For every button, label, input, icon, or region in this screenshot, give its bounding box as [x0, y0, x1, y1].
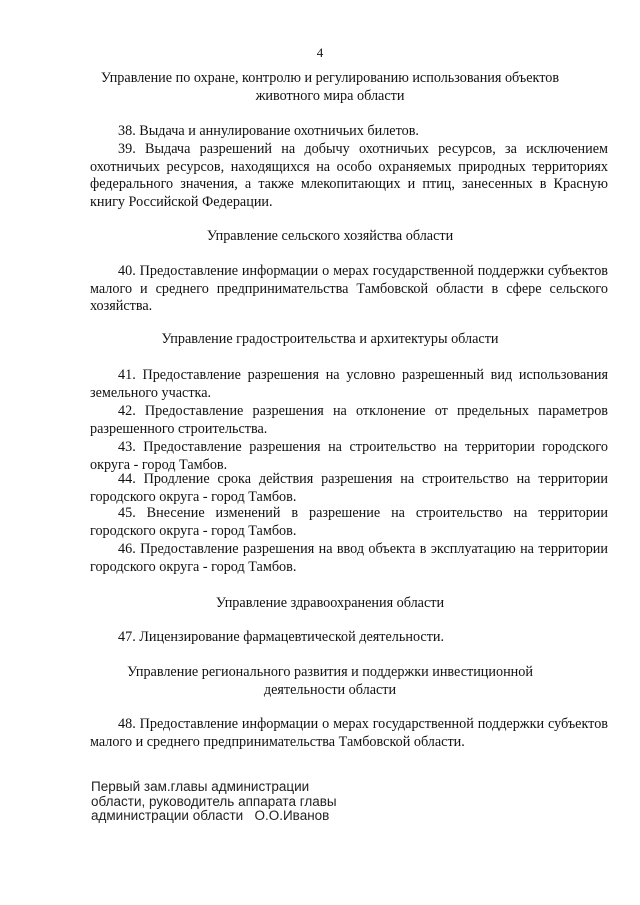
signature-line: администрации области О.О.Иванов	[91, 808, 330, 823]
section-heading-healthcare	[80, 595, 580, 613]
section-heading-regional-development	[80, 664, 580, 699]
list-item-47: 47. Лицензирование фармацевтической деятельности.	[118, 629, 445, 645]
list-item-41: 41. Предоставление разрешения на условно разрешенный вид использования земельного участка.	[90, 367, 608, 401]
signature-line: области, руководитель аппарата главы	[91, 793, 337, 809]
section-heading-urban-planning	[80, 331, 580, 349]
heading-line: Управление здравоохранения области	[215, 595, 445, 611]
heading-line: животного мира области	[255, 87, 405, 104]
list-item-48: 48. Предоставление информации о мерах государственной поддержки субъектов малого и среднего предпринимательства Тамбовской области.	[90, 716, 608, 750]
heading-line: деятельности области	[263, 681, 397, 698]
page-number: 4	[316, 45, 324, 60]
signature-block	[91, 780, 337, 824]
list-item-45: 45. Внесение изменений в разрешение на строительство на территории городского округа - город Тамбов.	[90, 505, 608, 539]
signature-line: Первый зам.главы администрации	[91, 779, 310, 794]
list-item-40: 40. Предоставление информации о мерах государственной поддержки субъектов малого и среднего предпринимательства Тамбовской области в сфере сельского хозяйства.	[90, 263, 608, 314]
section-heading-agriculture	[80, 228, 580, 246]
list-item-39: 39. Выдача разрешений на добычу охотничьих ресурсов, за исключением охотничьих ресурсов, находящихся на особо охраняемых природных территориях федерального значения, а также млекопитающих и птиц, занесенных в Красную книгу Российской Федерации.	[90, 141, 608, 210]
heading-line: Управление сельского хозяйства области	[206, 228, 454, 244]
heading-line: Управление по охране, контролю и регулированию использования объектов	[100, 70, 560, 86]
section-heading-wildlife	[80, 70, 580, 105]
list-item-46: 46. Предоставление разрешения на ввод объекта в эксплуатацию на территории городского округа - город Тамбов.	[90, 541, 608, 575]
list-item-38: 38. Выдача и аннулирование охотничьих билетов.	[118, 123, 419, 139]
heading-line: Управление регионального развития и поддержки инвестиционной	[127, 664, 533, 680]
list-item-44: 44. Продление срока действия разрешения на строительство на территории городского округа - город Тамбов.	[90, 471, 608, 505]
list-item-43: 43. Предоставление разрешения на строительство на территории городского округа - город Тамбов.	[90, 439, 608, 473]
heading-line: Управление градостроительства и архитектуры области	[161, 331, 499, 347]
list-item-42: 42. Предоставление разрешения на отклонение от предельных параметров разрешенного строительства.	[90, 403, 608, 437]
